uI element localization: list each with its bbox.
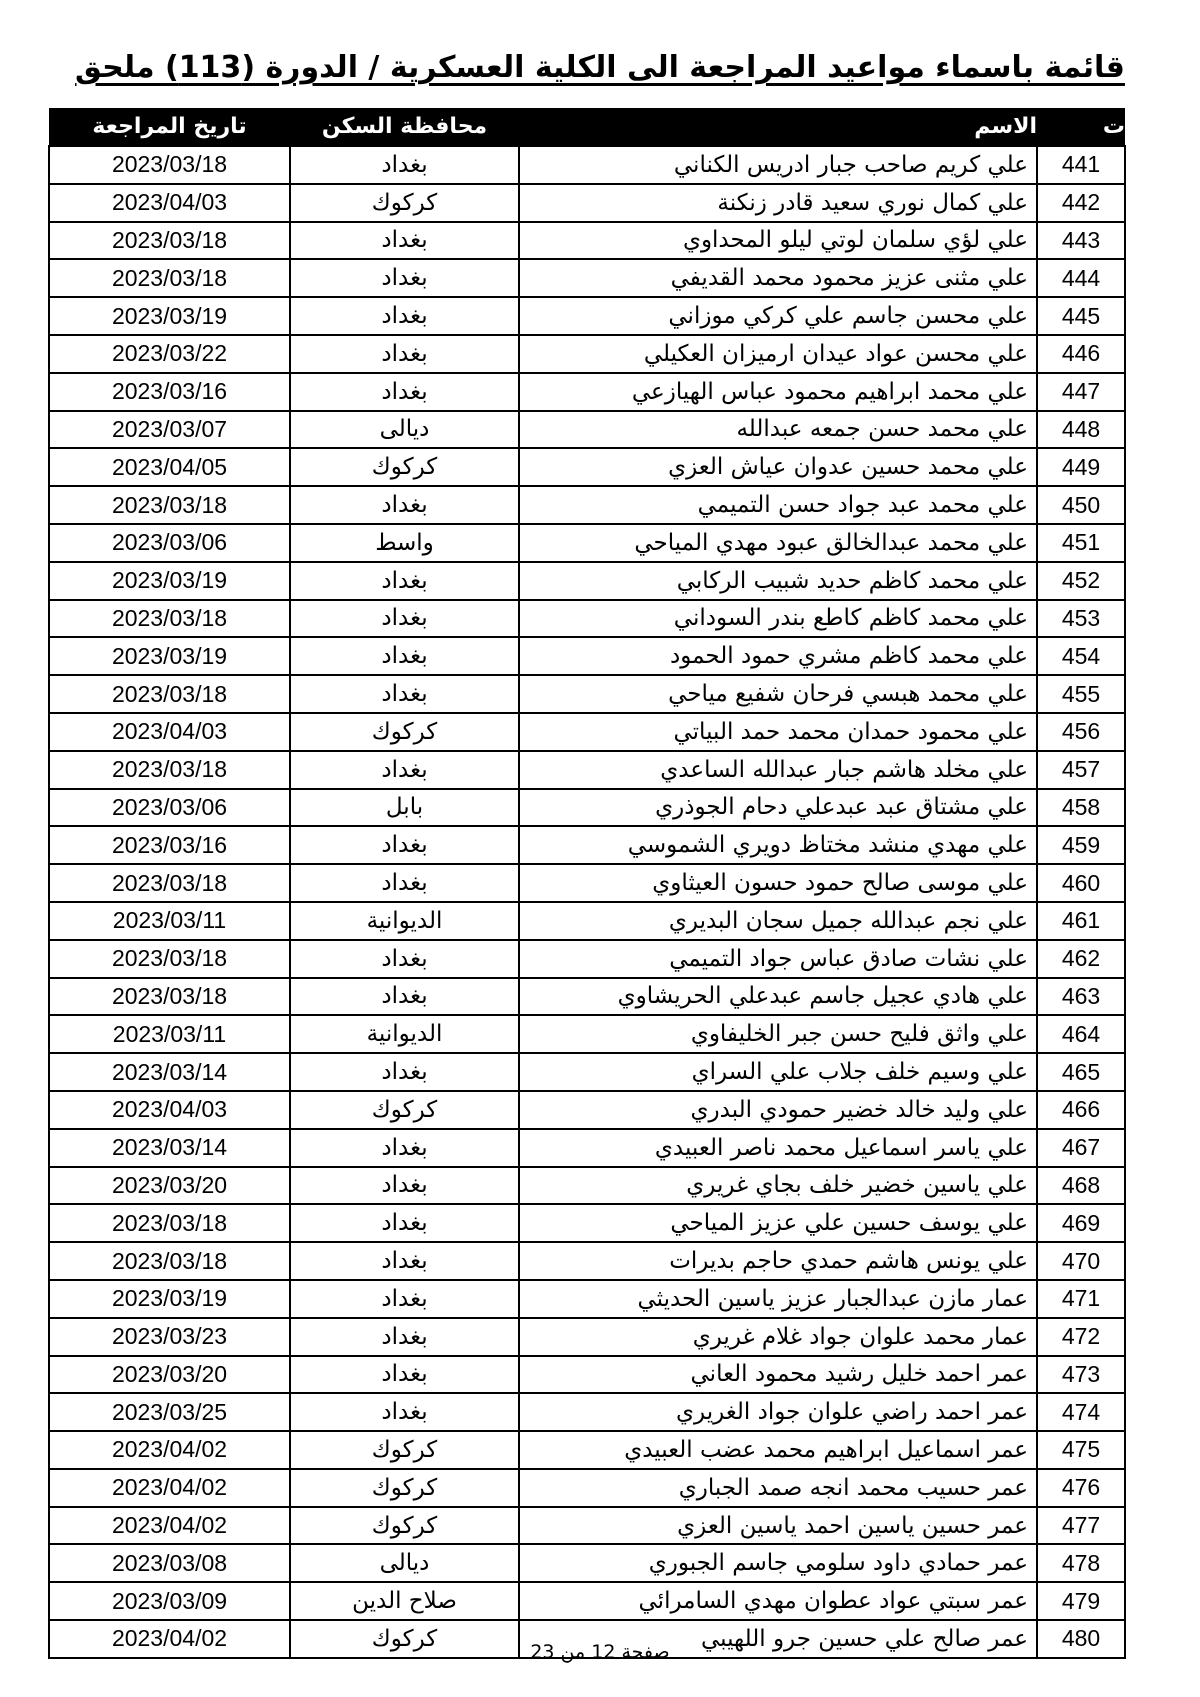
cell-date: 2023/04/02 (49, 1469, 290, 1507)
cell-governorate: كركوك (290, 448, 519, 486)
cell-number: 468 (1037, 1167, 1125, 1205)
cell-name: عمار مازن عبدالجبار عزيز ياسين الحديثي (519, 1280, 1037, 1318)
cell-name: علي يونس هاشم حمدي حاجم بديرات (519, 1242, 1037, 1280)
cell-governorate: بغداد (290, 1129, 519, 1167)
cell-number: 443 (1037, 222, 1125, 260)
cell-date: 2023/03/19 (49, 637, 290, 675)
cell-governorate: بغداد (290, 940, 519, 978)
cell-governorate: بغداد (290, 1053, 519, 1091)
cell-name: علي محمد كاظم كاطع بندر السوداني (519, 600, 1037, 638)
cell-governorate: بغداد (290, 146, 519, 184)
cell-name: عمار محمد علوان جواد غلام غريري (519, 1318, 1037, 1356)
cell-name: علي محمد ابراهيم محمود عباس الهيازعي (519, 373, 1037, 411)
cell-number: 474 (1037, 1393, 1125, 1431)
cell-governorate: بغداد (290, 222, 519, 260)
table-row (49, 675, 1125, 713)
cell-name: علي محمد عبدالخالق عبود مهدي المياحي (519, 524, 1037, 562)
cell-number: 465 (1037, 1053, 1125, 1091)
table-row (49, 222, 1125, 260)
cell-number: 477 (1037, 1507, 1125, 1545)
table-row (49, 1318, 1125, 1356)
cell-name: عمر حسين ياسين احمد ياسين العزي (519, 1507, 1037, 1545)
cell-date: 2023/04/03 (49, 713, 290, 751)
table-row (49, 1582, 1125, 1620)
cell-number: 456 (1037, 713, 1125, 751)
cell-number: 479 (1037, 1582, 1125, 1620)
cell-date: 2023/03/18 (49, 259, 290, 297)
cell-governorate: بغداد (290, 1393, 519, 1431)
column-header-number: ت (1037, 108, 1125, 146)
cell-name: عمر احمد خليل رشيد محمود العاني (519, 1356, 1037, 1394)
cell-number: 457 (1037, 751, 1125, 789)
cell-governorate: كركوك (290, 713, 519, 751)
cell-governorate: بغداد (290, 675, 519, 713)
cell-governorate: بغداد (290, 637, 519, 675)
cell-name: علي كريم صاحب جبار ادريس الكناني (519, 146, 1037, 184)
table-row (49, 486, 1125, 524)
cell-number: 462 (1037, 940, 1125, 978)
cell-date: 2023/03/18 (49, 222, 290, 260)
cell-name: علي وليد خالد خضير حمودي البدري (519, 1091, 1037, 1129)
cell-number: 464 (1037, 1015, 1125, 1053)
table-row (49, 373, 1125, 411)
cell-number: 480 (1037, 1620, 1125, 1658)
cell-date: 2023/03/20 (49, 1356, 290, 1394)
table-row (49, 1393, 1125, 1431)
table-row (49, 1091, 1125, 1129)
cell-number: 458 (1037, 789, 1125, 827)
table-row (49, 1431, 1125, 1469)
table-row (49, 637, 1125, 675)
cell-name: علي موسى صالح حمود حسون العيثاوي (519, 864, 1037, 902)
cell-date: 2023/04/02 (49, 1507, 290, 1545)
cell-number: 471 (1037, 1280, 1125, 1318)
table-row (49, 600, 1125, 638)
cell-date: 2023/03/20 (49, 1167, 290, 1205)
table-row (49, 562, 1125, 600)
cell-name: علي نجم عبدالله جميل سجان البديري (519, 902, 1037, 940)
cell-number: 454 (1037, 637, 1125, 675)
cell-date: 2023/03/18 (49, 486, 290, 524)
table-row (49, 940, 1125, 978)
cell-name: علي مهدي منشد مختاظ دويري الشموسي (519, 826, 1037, 864)
cell-number: 476 (1037, 1469, 1125, 1507)
table-row (49, 524, 1125, 562)
cell-governorate: بغداد (290, 335, 519, 373)
cell-name: علي محسن عواد عيدان ارميزان العكيلي (519, 335, 1037, 373)
cell-name: عمر حمادي داود سلومي جاسم الجبوري (519, 1544, 1037, 1582)
cell-date: 2023/03/18 (49, 978, 290, 1016)
cell-governorate: بغداد (290, 486, 519, 524)
cell-number: 463 (1037, 978, 1125, 1016)
cell-name: علي ياسر اسماعيل محمد ناصر العبيدي (519, 1129, 1037, 1167)
cell-name: علي يوسف حسين علي عزيز المياحي (519, 1204, 1037, 1242)
cell-date: 2023/03/23 (49, 1318, 290, 1356)
cell-governorate: الديوانية (290, 1015, 519, 1053)
cell-number: 467 (1037, 1129, 1125, 1167)
cell-name: علي محمود حمدان محمد حمد البياتي (519, 713, 1037, 751)
cell-number: 469 (1037, 1204, 1125, 1242)
cell-governorate: بابل (290, 789, 519, 827)
cell-governorate: واسط (290, 524, 519, 562)
table-row (49, 902, 1125, 940)
table-row (49, 1167, 1125, 1205)
cell-governorate: بغداد (290, 373, 519, 411)
table-row (49, 751, 1125, 789)
cell-date: 2023/04/02 (49, 1620, 290, 1658)
cell-governorate: بغداد (290, 1167, 519, 1205)
cell-governorate: بغداد (290, 562, 519, 600)
cell-governorate: كركوك (290, 184, 519, 222)
cell-date: 2023/03/18 (49, 751, 290, 789)
table-row (49, 789, 1125, 827)
cell-name: علي كمال نوري سعيد قادر زنكنة (519, 184, 1037, 222)
cell-date: 2023/03/18 (49, 1204, 290, 1242)
table-row (49, 1507, 1125, 1545)
cell-governorate: بغداد (290, 297, 519, 335)
cell-date: 2023/03/16 (49, 826, 290, 864)
cell-number: 448 (1037, 411, 1125, 449)
table-row (49, 411, 1125, 449)
table-row (49, 259, 1125, 297)
table-row (49, 1204, 1125, 1242)
cell-governorate: كركوك (290, 1507, 519, 1545)
cell-name: علي محمد هبسي فرحان شفيع مياحي (519, 675, 1037, 713)
cell-name: عمر حسيب محمد انجه صمد الجباري (519, 1469, 1037, 1507)
cell-name: علي لؤي سلمان لوتي ليلو المحداوي (519, 222, 1037, 260)
cell-governorate: بغداد (290, 1204, 519, 1242)
cell-number: 442 (1037, 184, 1125, 222)
cell-date: 2023/03/18 (49, 600, 290, 638)
cell-name: علي محمد حسن جمعه عبدالله (519, 411, 1037, 449)
table-row (49, 1280, 1125, 1318)
cell-number: 455 (1037, 675, 1125, 713)
cell-date: 2023/03/06 (49, 524, 290, 562)
cell-number: 453 (1037, 600, 1125, 638)
cell-date: 2023/03/07 (49, 411, 290, 449)
cell-number: 459 (1037, 826, 1125, 864)
cell-number: 466 (1037, 1091, 1125, 1129)
cell-governorate: بغداد (290, 864, 519, 902)
cell-governorate: بغداد (290, 826, 519, 864)
cell-date: 2023/03/14 (49, 1129, 290, 1167)
table-row (49, 1356, 1125, 1394)
cell-date: 2023/04/05 (49, 448, 290, 486)
document-title-text: قائمة باسماء مواعيد المراجعة الى الكلية العسكرية / الدورة (113) ملحق (75, 50, 1125, 85)
cell-number: 451 (1037, 524, 1125, 562)
table-row (49, 1053, 1125, 1091)
cell-number: 446 (1037, 335, 1125, 373)
cell-governorate: بغداد (290, 978, 519, 1016)
cell-date: 2023/03/25 (49, 1393, 290, 1431)
cell-name: علي محمد كاظم مشري حمود الحمود (519, 637, 1037, 675)
cell-governorate: بغداد (290, 1242, 519, 1280)
cell-governorate: بغداد (290, 751, 519, 789)
table-row (49, 335, 1125, 373)
column-header-governorate: محافظة السكن (290, 108, 519, 146)
cell-name: علي نشات صادق عباس جواد التميمي (519, 940, 1037, 978)
table-row (49, 1129, 1125, 1167)
cell-number: 472 (1037, 1318, 1125, 1356)
cell-governorate: بغداد (290, 600, 519, 638)
cell-name: عمر سبتي عواد عطوان مهدي السامرائي (519, 1582, 1037, 1620)
cell-number: 445 (1037, 297, 1125, 335)
table-row (49, 978, 1125, 1016)
table-header-row (49, 108, 1125, 146)
cell-name: عمر صالح علي حسين جرو اللهيبي (519, 1620, 1037, 1658)
roster-table (48, 108, 1126, 1659)
cell-number: 447 (1037, 373, 1125, 411)
table-row (49, 448, 1125, 486)
cell-governorate: صلاح الدين (290, 1582, 519, 1620)
cell-name: علي مخلد هاشم جبار عبدالله الساعدي (519, 751, 1037, 789)
column-header-date: تاريخ المراجعة (49, 108, 290, 146)
cell-name: علي مشتاق عبد عبدعلي دحام الجوذري (519, 789, 1037, 827)
cell-governorate: ديالى (290, 1544, 519, 1582)
cell-governorate: كركوك (290, 1091, 519, 1129)
cell-governorate: بغداد (290, 1280, 519, 1318)
cell-name: علي محمد كاظم حديد شبيب الركابي (519, 562, 1037, 600)
cell-date: 2023/04/03 (49, 184, 290, 222)
cell-date: 2023/03/18 (49, 146, 290, 184)
cell-date: 2023/03/18 (49, 675, 290, 713)
table-row (49, 146, 1125, 184)
table-row (49, 1544, 1125, 1582)
cell-name: علي ياسين خضير خلف بجاي غريري (519, 1167, 1037, 1205)
page-footer: صفحة 12 من 23 (530, 1641, 670, 1663)
cell-date: 2023/03/19 (49, 297, 290, 335)
cell-number: 460 (1037, 864, 1125, 902)
cell-name: علي محسن جاسم علي كركي موزاني (519, 297, 1037, 335)
cell-governorate: بغداد (290, 1356, 519, 1394)
cell-governorate: كركوك (290, 1620, 519, 1658)
cell-number: 444 (1037, 259, 1125, 297)
cell-name: علي هادي عجيل جاسم عبدعلي الحريشاوي (519, 978, 1037, 1016)
cell-name: عمر احمد راضي علوان جواد الغريري (519, 1393, 1037, 1431)
cell-governorate: الديوانية (290, 902, 519, 940)
table-row (49, 864, 1125, 902)
cell-governorate: ديالى (290, 411, 519, 449)
table-row (49, 184, 1125, 222)
table-row (49, 1469, 1125, 1507)
cell-number: 452 (1037, 562, 1125, 600)
cell-date: 2023/03/18 (49, 940, 290, 978)
cell-governorate: بغداد (290, 259, 519, 297)
cell-name: عمر اسماعيل ابراهيم محمد عضب العبيدي (519, 1431, 1037, 1469)
cell-date: 2023/03/18 (49, 1242, 290, 1280)
cell-number: 449 (1037, 448, 1125, 486)
cell-number: 441 (1037, 146, 1125, 184)
cell-date: 2023/04/03 (49, 1091, 290, 1129)
cell-date: 2023/03/08 (49, 1544, 290, 1582)
cell-date: 2023/03/19 (49, 1280, 290, 1318)
table-row (49, 826, 1125, 864)
cell-date: 2023/03/22 (49, 335, 290, 373)
cell-date: 2023/03/09 (49, 1582, 290, 1620)
column-header-name: الاسم (519, 108, 1037, 146)
cell-date: 2023/03/14 (49, 1053, 290, 1091)
cell-number: 461 (1037, 902, 1125, 940)
document-title (0, 50, 1200, 85)
table-row (49, 1015, 1125, 1053)
cell-date: 2023/03/18 (49, 864, 290, 902)
cell-governorate: كركوك (290, 1431, 519, 1469)
cell-name: علي محمد حسين عدوان عياش العزي (519, 448, 1037, 486)
cell-number: 473 (1037, 1356, 1125, 1394)
cell-number: 470 (1037, 1242, 1125, 1280)
cell-name: علي وسيم خلف جلاب علي السراي (519, 1053, 1037, 1091)
table-row (49, 713, 1125, 751)
cell-number: 478 (1037, 1544, 1125, 1582)
table-body (49, 146, 1125, 1658)
cell-date: 2023/03/19 (49, 562, 290, 600)
cell-date: 2023/03/06 (49, 789, 290, 827)
cell-date: 2023/04/02 (49, 1431, 290, 1469)
cell-name: علي محمد عبد جواد حسن التميمي (519, 486, 1037, 524)
cell-number: 475 (1037, 1431, 1125, 1469)
cell-date: 2023/03/16 (49, 373, 290, 411)
cell-date: 2023/03/11 (49, 902, 290, 940)
table-row (49, 1242, 1125, 1280)
cell-name: علي مثنى عزيز محمود محمد القديفي (519, 259, 1037, 297)
cell-governorate: كركوك (290, 1469, 519, 1507)
cell-governorate: بغداد (290, 1318, 519, 1356)
cell-date: 2023/03/11 (49, 1015, 290, 1053)
table-row (49, 297, 1125, 335)
cell-name: علي واثق فليح حسن جبر الخليفاوي (519, 1015, 1037, 1053)
cell-number: 450 (1037, 486, 1125, 524)
